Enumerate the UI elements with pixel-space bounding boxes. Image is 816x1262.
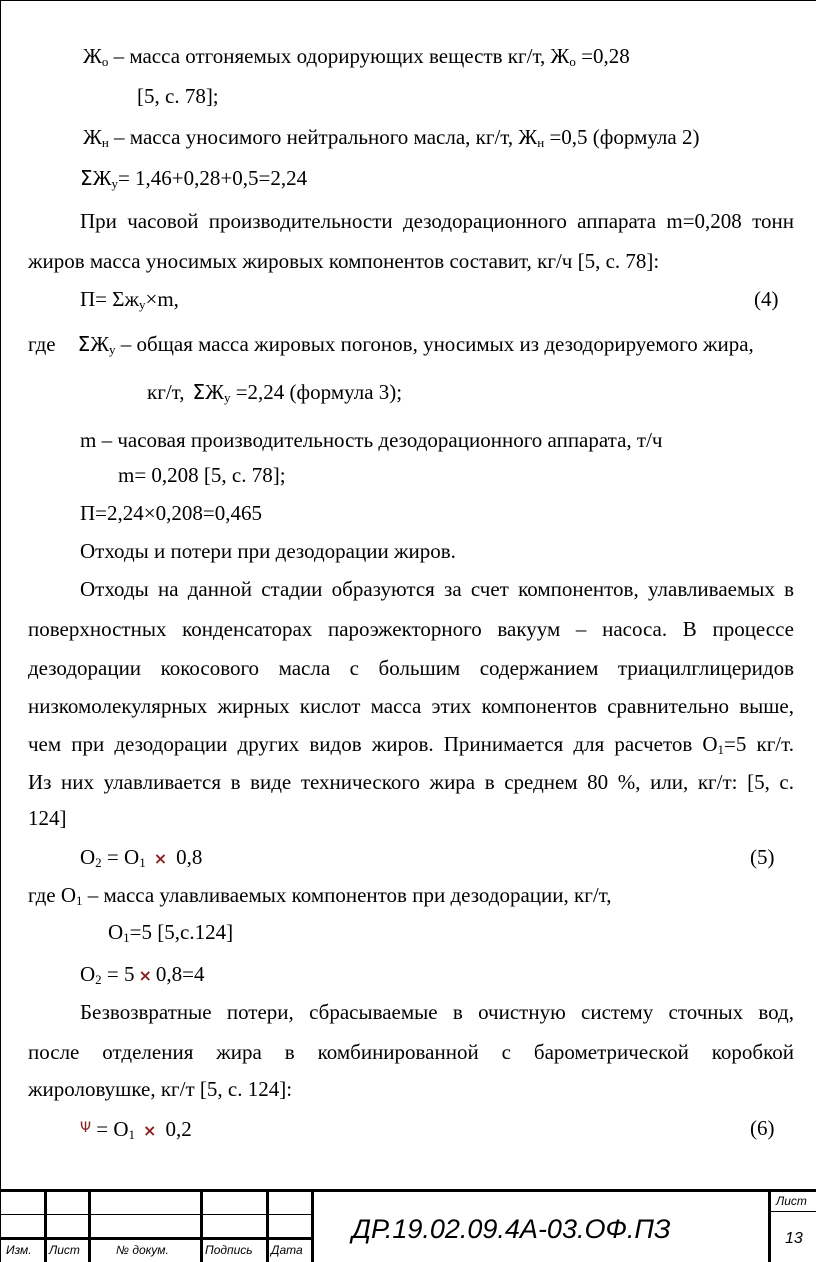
paragraph-2-line-1: Отходы на данной стадии образуются за счет компонентов, улавливаемых в <box>80 577 794 601</box>
multiply-icon: × <box>153 849 168 868</box>
title-block-col-3 <box>200 1189 203 1262</box>
formula-6: $\Psi = О_1 \times 0,2$ <box>80 1117 192 1142</box>
paragraph-2-line-2: поверхностных конденсаторах пароэжекторного вакуум – насоса. В процессе <box>28 617 794 641</box>
paragraph-2-line-6: Из них улавливается в виде технического жира в среднем 80 %, или, кг/т: [5, с. <box>28 770 794 794</box>
title-block-col-2 <box>88 1189 91 1262</box>
paragraph-3-line-3: жироловушке, кг/т [5, с. 124]: <box>28 1077 293 1101</box>
title-block-col-5 <box>311 1189 314 1262</box>
formula-5-number: (5) <box>750 845 775 869</box>
title-block-top-border <box>0 1189 816 1192</box>
paragraph-2-line-4: низкомолекулярных жирных кислот масса этих компонентов сравнительно выше, <box>28 694 794 718</box>
paragraph-2-line-5: чем при дезодорации других видов жиров. Принимается для расчетов $О_1=5$ кг/т. <box>28 732 794 757</box>
multiply-icon: × <box>143 1121 157 1140</box>
col-izm-label: Изм. <box>6 1243 32 1257</box>
multiply-icon: × <box>138 966 152 985</box>
text-line-1: $Ж_о$ – масса отгоняемых одорирующих веществ кг/т, $Ж_о =0,28$ <box>83 44 630 69</box>
paragraph-3-line-2: после отделения жира в комбинированной с барометрической коробкой <box>28 1040 794 1064</box>
paragraph-1-line-2: жиров масса уносимых жировых компонентов составит, кг/ч [5, с. 78]: <box>28 249 660 273</box>
m-value: m= 0,208 [5, с. 78]; <box>118 463 286 487</box>
formula-4: $П= \Sigma ж_у\times m$, <box>80 287 179 312</box>
where-line-1: где $\Sigma Ж_у$ – общая масса жировых погонов, уносимых из дезодорируемого жира, <box>28 332 754 357</box>
where-line-1-detail: кг/т, $\Sigma Ж_у =2,24$ (формула 3); <box>147 380 403 405</box>
paragraph-3-line-1: Безвозвратные потери, сбрасываемые в очистную систему сточных вод, <box>80 1000 794 1024</box>
title-block-col-1 <box>44 1189 47 1262</box>
m-description: m – часовая производительность дезодорационного аппарата, т/ч <box>80 428 663 452</box>
page-frame-left <box>0 0 1 1262</box>
col-date-label: Дата <box>271 1243 303 1257</box>
psi-symbol-icon: Ψ <box>80 1120 92 1136</box>
formula-5: $О_2 = О_1 \times 0,8$ <box>80 845 203 870</box>
sheet-number: 13 <box>785 1230 803 1247</box>
o2-calculation: $О_2 = 5 \times 0,8=4$ <box>80 962 205 987</box>
page-frame-top <box>0 0 816 1</box>
col-list-label: Лист <box>49 1243 80 1257</box>
text-line-3: $Ж_н$ – масса уносимого нейтрального масла, кг/т, $Ж_н =0,5$ (формула 2) <box>83 125 700 150</box>
paragraph-2-line-3: дезодорации кокосового масла с большим содержанием триацилглицеридов <box>28 656 794 680</box>
title-block-col-6 <box>768 1189 771 1262</box>
p-calculation: П=2,24×0,208=0,465 <box>80 501 262 525</box>
paragraph-1-line-1: При часовой производительности дезодорационного аппарата m=0,208 тонн <box>80 209 794 233</box>
o1-value: $О_1=5$ [5,с.124] <box>108 920 234 945</box>
sheet-label-divider <box>770 1211 816 1212</box>
text-line-2: [5, с. 78]; <box>137 84 219 108</box>
formula-6-number: (6) <box>750 1116 775 1140</box>
col-sign-label: Подпись <box>205 1243 253 1257</box>
where-line-2: где $О_1$ – масса улавливаемых компонентов при дезодорации, кг/т, <box>28 883 612 908</box>
sum-line: $\Sigma Ж_у= 1,46+0,28+0,5=2,24$ <box>80 166 308 191</box>
title-block-col-4 <box>266 1189 269 1262</box>
section-heading: Отходы и потери при дезодорации жиров. <box>80 539 456 563</box>
document-code: ДР.19.02.09.4А-03.ОФ.ПЗ <box>352 1214 671 1244</box>
sheet-label: Лист <box>776 1194 807 1208</box>
col-doc-label: № докум. <box>116 1243 169 1257</box>
paragraph-2-line-7: 124] <box>28 806 67 830</box>
title-block <box>0 1189 816 1262</box>
formula-4-number: (4) <box>754 287 779 311</box>
